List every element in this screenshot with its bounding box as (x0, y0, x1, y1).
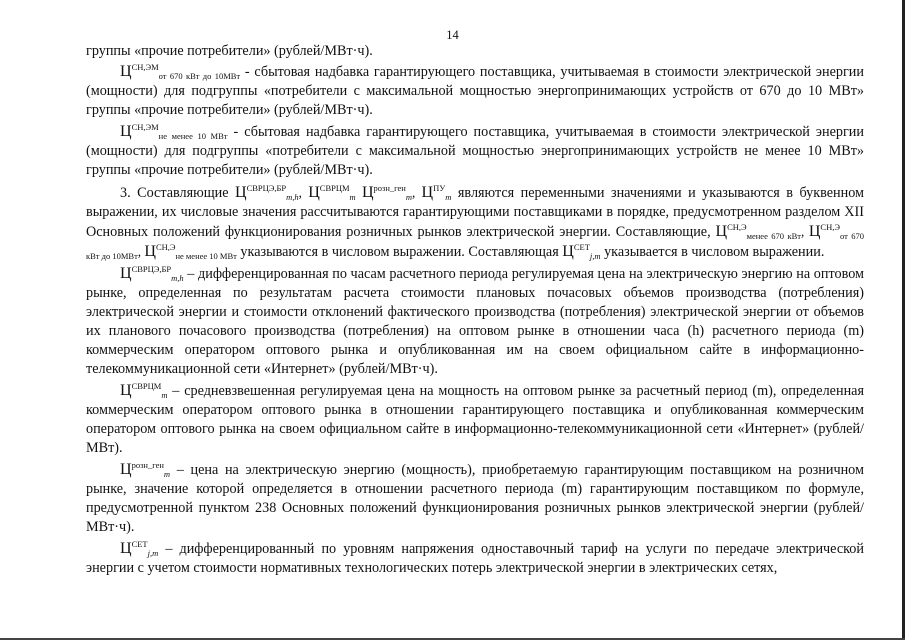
formula-subscript: m (349, 192, 356, 202)
formula-separator: , (800, 224, 809, 239)
paragraph (86, 460, 864, 537)
formula-subscript: не менее 10 МВт (158, 131, 228, 141)
formula-superscript: СН,Э (155, 242, 176, 252)
formula-superscript: СН,ЭМ (131, 62, 159, 72)
formula-subscript: m (163, 469, 171, 479)
formula-symbol: Ц (120, 461, 132, 478)
formula-subscript: j,m (589, 251, 601, 261)
formula-superscript: ПУ (433, 183, 446, 193)
formula-symbol: Ц (120, 265, 132, 282)
formula-superscript: СЕТ (131, 539, 148, 549)
formula-superscript: розн_ген (131, 460, 164, 470)
formula-symbol: Ц (808, 223, 821, 240)
formula-subscript: j,m (147, 548, 159, 558)
formula-symbol: Ц (235, 184, 247, 201)
formula-subscript: m,h (171, 273, 184, 283)
paragraph-text: указывается в числовом выражении. (600, 244, 825, 260)
formula-symbol: Ц (144, 243, 156, 260)
paragraph (86, 62, 864, 120)
formula-superscript: СВРЦЭ,БР (131, 264, 172, 274)
formula-superscript: СН,ЭМ (131, 122, 159, 132)
formula-symbol: Ц (421, 184, 434, 201)
formula-subscript: m,h (286, 192, 299, 202)
formula-separator: , (298, 185, 309, 200)
formula-superscript: СВРЦЭ,БР (246, 183, 287, 193)
formula-symbol: Ц (120, 382, 132, 399)
formula-symbol: Ц (308, 184, 320, 201)
paragraph-text: - сбытовая надбавка гарантирующего поставщика, учитываемая в стоимости электрической энергии (мощности) для подгруппы «потребители с максимальной мощностью энергопринимающих устройств не менее 10 МВт» группы «прочие потребители» (рублей/МВт·ч). (86, 124, 864, 178)
formula-superscript: розн_ген (373, 183, 406, 193)
formula-superscript: СЕТ (573, 242, 590, 252)
page-number: 14 (446, 28, 459, 42)
paragraph-text: являются переменными значениями и указываются в буквенном выражении, их числовые значения рассчитываются гарантирующими поставщиками в порядке, предусмотренном разделом XII Основных положений функционирования розничных рынков электрической энергии. Составляющие, (86, 185, 865, 240)
formula-separator: , (412, 185, 422, 200)
formula-subscript: m (445, 192, 452, 202)
paragraph (86, 381, 864, 458)
paragraph-text: - сбытовая надбавка гарантирующего поставщика, учитываемая в стоимости электрической энергии (мощности) для подгруппы «потребители с максимальной мощностью энергопринимающих устройств от 670 до 10 МВт» группы «прочие потребители» (рублей/МВт·ч). (86, 64, 864, 118)
paragraph-text: – цена на электрическую энергию (мощность), приобретаемую гарантирующим поставщиком на розничном рынке, значение которой определяется в отношении расчетного периода (m) гарантирующим поставщиком по формуле, предусмотренной пунктом 238 Основных положений функционирования розничных рынков электрической энергии (рублей/МВт·ч). (86, 462, 864, 535)
paragraph-text: – средневзвешенная регулируемая цена на мощность на оптовом рынке за расчетный период (m), определенная коммерческим оператором оптового рынка в отношении гарантирующего поставщика и опубликованная коммерческим оператором оптового рынка на своем официальном сайте в информационно-телекоммуникационной сети «Интернет» (рублей/МВт). (86, 383, 864, 456)
formula-symbol: Ц (120, 540, 132, 557)
paragraph (86, 183, 864, 262)
formula-subscript: от 670 кВт до 10МВт (158, 71, 241, 81)
formula-subscript: m (405, 192, 412, 202)
paragraph (86, 42, 864, 61)
document-body (86, 42, 864, 578)
formula-symbol: Ц (715, 223, 728, 240)
formula-symbol: Ц (120, 63, 132, 80)
paragraph (86, 122, 864, 180)
formula-superscript: СВРЦМ (131, 381, 162, 391)
paragraph-text: – дифференцированная по часам расчетного периода регулируемая цена на электрическую энергию на оптовом рынке, определенная по результатам расчета стоимости плановых почасовых объемов производства (потребления) электрической энергии и стоимости отклонений фактического производства (потребления) электрической энергии от объемов их планового почасового производства (потребления) на оптовом рынке в отношении часа (h) расчетного периода (m) коммерческим оператором оптового рынка и опубликованная им на своем официальном сайте в информационно-телекоммуникационной сети «Интернет» (рублей/МВт·ч). (86, 266, 864, 377)
formula-symbol: Ц (562, 243, 574, 260)
paragraph-text: группы «прочие потребители» (рублей/МВт·ч). (86, 43, 373, 59)
formula-subscript: от 670 кВт до 10МВт (86, 231, 864, 261)
paragraph (86, 264, 864, 379)
formula-subscript: m (161, 390, 168, 400)
formula-superscript: СН,Э (820, 222, 840, 232)
formula-subscript: менее 670 кВт (746, 231, 801, 241)
formula-symbol: Ц (120, 123, 132, 140)
formula-superscript: СН,Э (727, 222, 747, 232)
paragraph-text: 3. Составляющие (120, 185, 236, 201)
formula-superscript: СВРЦМ (319, 183, 350, 193)
paragraph-text: – дифференцированный по уровням напряжения одноставочный тариф на услуги по передаче электрической энергии с учетом стоимости нормативных технологических потерь электрической энергии в электрических сетях, (86, 541, 864, 576)
paragraph (86, 539, 864, 578)
formula-symbol: Ц (361, 184, 374, 201)
formula-subscript: не менее 10 МВт (175, 251, 237, 261)
paragraph-text: указываются в числовом выражении. Составляющая (236, 244, 563, 260)
formula-separator: , (137, 244, 145, 259)
